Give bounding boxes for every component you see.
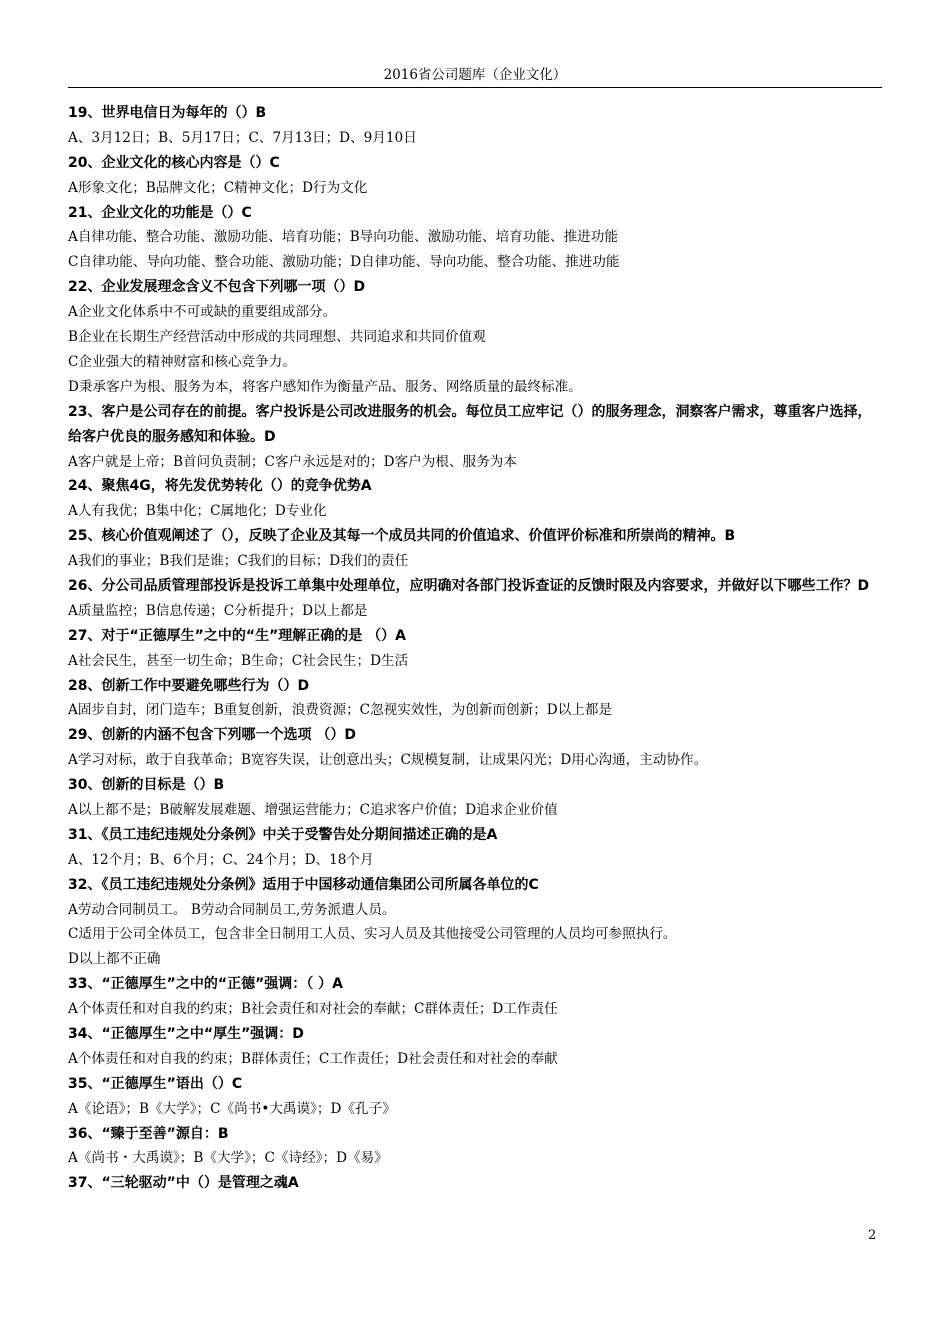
- question-line: 34、“正德厚生”之中“厚生”强调：D: [68, 1026, 304, 1042]
- answer-options-line: A学习对标，敢于自我革命；B宽容失误，让创意出头；C规模复制，让成果闪光；D用心沟通，主动协作。: [68, 752, 708, 769]
- question-line: 25、核心价值观阐述了（），反映了企业及其每一个成员共同的价值追求、价值评价标准和所崇尚的精神。B: [68, 528, 736, 545]
- question-line: 37、“三轮驱动”中（）是管理之魂A: [68, 1175, 299, 1192]
- header-rule: [68, 87, 882, 88]
- answer-options-line: A企业文化体系中不可或缺的重要组成部分。: [68, 304, 337, 321]
- answer-options-line: D以上都不正确: [68, 951, 161, 968]
- question-line: 30、创新的目标是（）B: [68, 777, 225, 794]
- question-line: 23、客户是公司存在的前提。客户投诉是公司改进服务的机会。每位员工应牢记（）的服务理念，洞察客户需求，尊重客户选择，给客户优良的服务感知和体验。D: [68, 403, 872, 445]
- question-line: 28、创新工作中要避免哪些行为（）D: [68, 677, 310, 694]
- question-list: [68, 101, 882, 1196]
- answer-options-line: A社会民生，甚至一切生命；B生命；C社会民生；D生活: [68, 652, 409, 669]
- question-line: 35、“正德厚生”语出（）C: [68, 1075, 243, 1092]
- answer-options-line: A固步自封，闭门造车；B重复创新，浪费资源；C忽视实效性，为创新而创新；D以上都是: [68, 702, 613, 719]
- answer-options-line: A客户就是上帝；B首问负责制；C客户永远是对的；D客户为根、服务为本: [68, 453, 517, 470]
- question-line: 26、分公司品质管理部投诉是投诉工单集中处理单位，应明确对各部门投诉查证的反馈时限及内容要求，并做好以下哪些工作？D: [68, 577, 870, 594]
- question-line: 24、聚焦4G，将先发优势转化（）的竞争优势A: [68, 478, 372, 495]
- answer-options-line: A《论语》；B《大学》；C《尚书•大禹谟》；D《孔子》: [68, 1100, 396, 1117]
- page-number: 2: [868, 1228, 877, 1243]
- answer-options-line: C自律功能、导向功能、整合功能、激励功能；D自律功能、导向功能、整合功能、推进功能: [68, 254, 620, 271]
- question-line: 29、创新的内涵不包含下列哪一个选项 （）D: [68, 727, 356, 744]
- answer-options-line: A个体责任和对自我的约束；B社会责任和对社会的奉献；C群体责任；D工作责任: [68, 1001, 558, 1018]
- question-line: 32、《员工违纪违规处分条例》适用于中国移动通信集团公司所属各单位的C: [68, 876, 539, 893]
- question-line: 27、对于“正德厚生”之中的“生”理解正确的是 （）A: [68, 627, 406, 644]
- question-line: 20、企业文化的核心内容是（）C: [68, 154, 280, 171]
- question-line: 22、企业发展理念含义不包含下列哪一项（）D: [68, 279, 366, 296]
- answer-options-line: A质量监控；B信息传递；C分析提升；D以上都是: [68, 602, 368, 619]
- answer-options-line: A以上都不是；B破解发展难题、增强运营能力；C追求客户价值；D追求企业价值: [68, 801, 558, 818]
- question-line: 21、企业文化的功能是（）C: [68, 204, 252, 221]
- answer-options-line: C企业强大的精神财富和核心竞争力。: [68, 353, 296, 370]
- page-header-title: 2016省公司题库（企业文化）: [383, 67, 567, 83]
- answer-options-line: A我们的事业；B我们是谁；C我们的目标；D我们的责任: [68, 553, 409, 570]
- answer-options-line: B企业在长期生产经营活动中形成的共同理想、共同追求和共同价值观: [68, 329, 486, 346]
- answer-options-line: A、3月12日；B、5月17日；C、7月13日；D、9月10日: [68, 129, 417, 146]
- answer-options-line: A人有我优；B集中化；C属地化；D专业化: [68, 503, 327, 520]
- answer-options-line: A《尚书・大禹谟》；B《大学》；C《诗经》；D《易》: [68, 1150, 388, 1167]
- question-line: 36、“臻于至善”源自：B: [68, 1125, 229, 1142]
- question-line: 31、《员工违纪违规处分条例》中关于受警告处分期间描述正确的是A: [68, 826, 498, 843]
- answer-options-line: A自律功能、整合功能、激励功能、培育功能；B导向功能、激励功能、培育功能、推进功能: [68, 229, 618, 246]
- answer-options-line: A劳动合同制员工。 B劳动合同制员工,劳务派遣人员。: [68, 901, 396, 918]
- answer-options-line: A个体责任和对自我的约束；B群体责任；C工作责任；D社会责任和对社会的奉献: [68, 1050, 558, 1067]
- answer-options-line: C适用于公司全体员工，包含非全日制用工人员、实习人员及其他接受公司管理的人员均可参照执行。: [68, 926, 677, 943]
- answer-options-line: A、12个月；B、6个月；C、24个月；D、18个月: [68, 851, 374, 868]
- question-line: 33、“正德厚生”之中的“正德”强调：（ ）A: [68, 976, 343, 993]
- answer-options-line: D秉承客户为根、服务为本，将客户感知作为衡量产品、服务、网络质量的最终标准。: [68, 378, 582, 395]
- answer-options-line: A形象文化；B品牌文化；C精神文化；D行为文化: [68, 179, 368, 196]
- question-line: 19、世界电信日为每年的（）B: [68, 105, 267, 121]
